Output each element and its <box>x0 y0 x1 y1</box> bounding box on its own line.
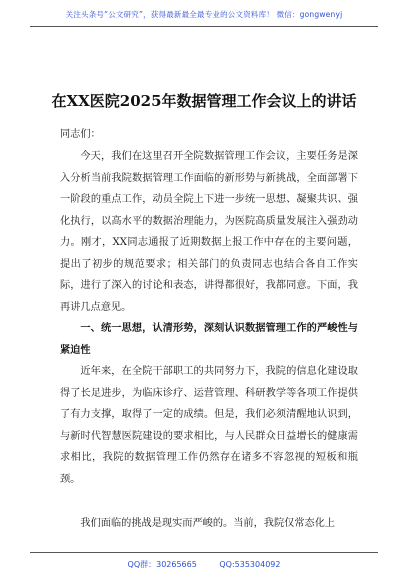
salutation: 同志们： <box>60 129 101 140</box>
paragraph-3: 我们面临的挑战是现实而严峻的。当前，我院仅常态化上 <box>80 518 336 529</box>
footer-divider <box>30 552 378 553</box>
header-divider <box>30 26 378 27</box>
footer-qq-number: QQ:535304092 <box>219 560 281 569</box>
footer-contacts <box>0 559 408 570</box>
footer-qq-group: QQ群：30265665 <box>127 560 197 569</box>
section-heading-1: 一、统一思想，认清形势，深刻认识数据管理工作的严峻性与紧迫性 <box>60 322 358 356</box>
header-promo-note: 关注头条号“公文研究”，获得最新最全最专业的公文资料库！ 微信：gongwenyj <box>65 10 343 19</box>
paragraph-1: 今天，我们在这里召开全院数据管理工作会议，主要任务是深入分析当前我院数据管理工作面临的新形势与新挑战，全面部署下一阶段的重点工作，动员全院上下进一步统一思想、凝聚共识、强化执行，以高水平的数据治理能力，为医院高质量发展注入强劲动力。刚才，XX同志通报了近期数据上报工作中存在的主要问题，提出了初步的规范要求；相关部门的负责同志也结合各自工作实际，进行了深入的讨论和表态，讲得都很好，我都同意。下面，我再讲几点意见。 <box>60 151 358 313</box>
document-title: 在XX医院2025年数据管理工作会议上的讲话 <box>51 92 357 110</box>
paragraph-2: 近年来，在全院干部职工的共同努力下，我院的信息化建设取得了长足进步，为临床诊疗、运营管理、科研教学等各项工作提供了有力支撑，取得了一定的成绩。但是，我们必须清醒地认识到，与新时代智慧医院建设的要求相比，与人民群众日益增长的健康需求相比，我院的数据管理工作仍然存在诸多不容忽视的短板和瓶颈。 <box>60 366 358 485</box>
